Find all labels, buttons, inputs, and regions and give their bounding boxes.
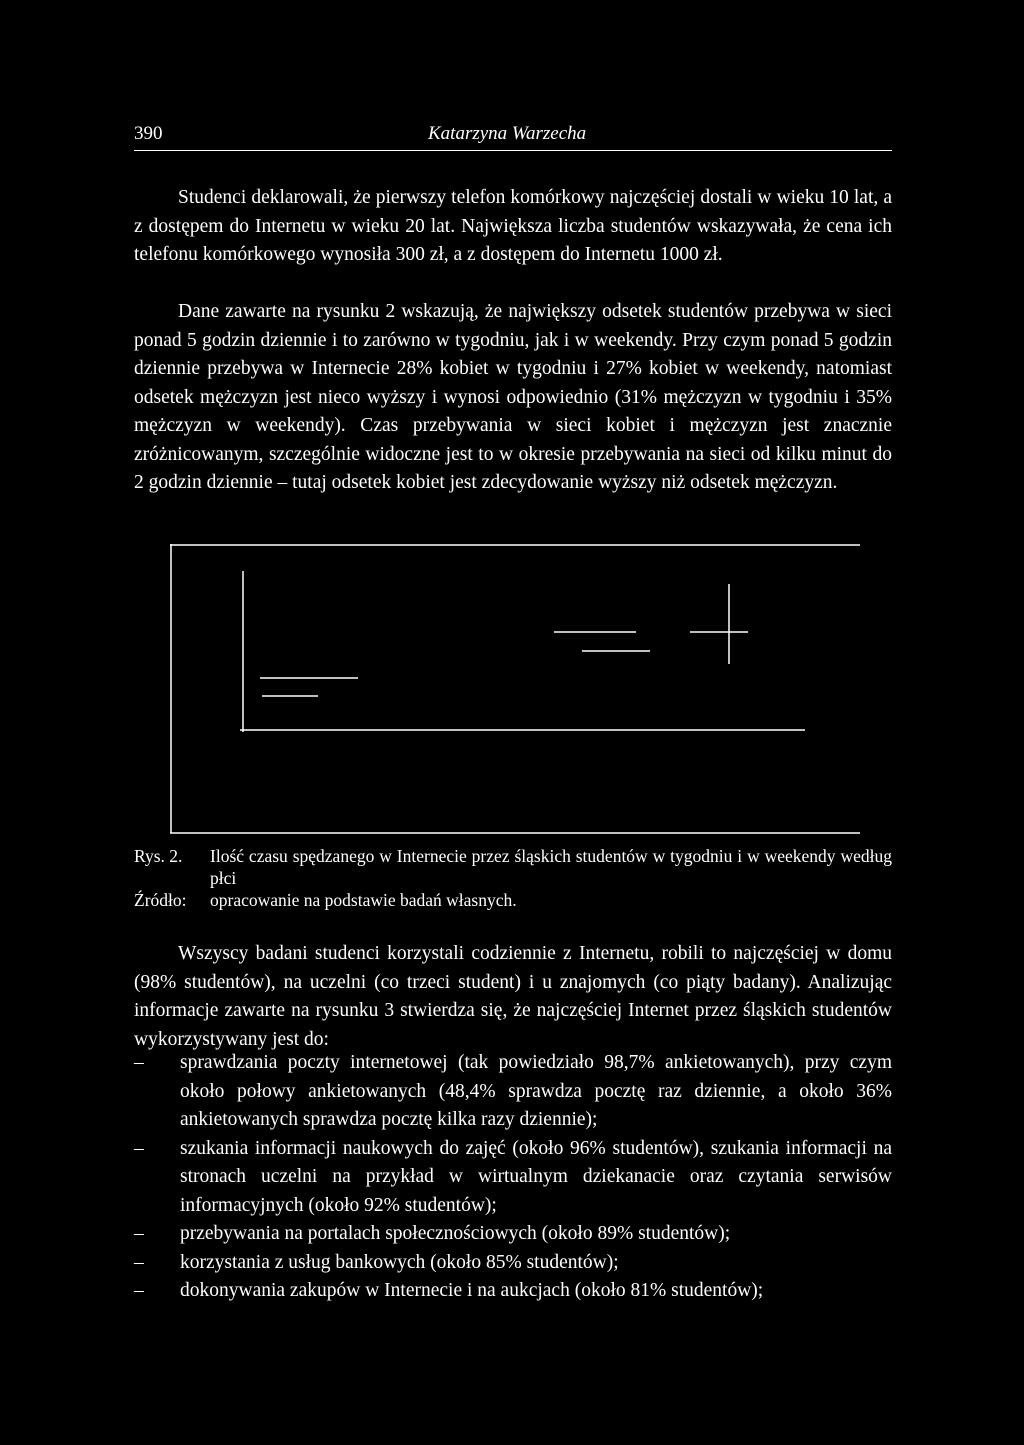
paragraph-1 xyxy=(134,184,892,270)
paragraph-3-text: Wszyscy badani studenci korzystali codziennie z Internetu, robili to najczęściej w domu (98% studentów), na uczelni (co trzeci student) i u znajomych (co piąty badany). Analizując informacje zawarte na rysunku 3 stwierdza się, że najczęściej Internet przez śląskich studentów wykorzystywany jest do: xyxy=(134,943,892,1050)
paragraph-2 xyxy=(134,298,892,498)
list-item-text: sprawdzania poczty internetowej (tak powiedziało 98,7% ankietowanych), przy czym około połowy ankietowanych (48,4% sprawdza pocztę raz dziennie, a około 36% ankietowanych sprawdza pocztę kilka razy dziennie); xyxy=(180,1052,892,1130)
list-item xyxy=(134,1135,892,1221)
caption-figure-label: Rys. 2. xyxy=(134,846,183,866)
figure-2 xyxy=(170,544,860,834)
caption-source-text: opracowanie na podstawie badań własnych. xyxy=(210,890,517,910)
caption-figure-row xyxy=(134,845,892,889)
list-item-text: dokonywania zakupów w Internecie i na aukcjach (około 81% studentów); xyxy=(180,1280,764,1301)
paragraph-1-text: Studenci deklarowali, że pierwszy telefon komórkowy najczęściej dostali w wieku 10 lat, a z dostępem do Internetu w wieku 20 lat. Największa liczba studentów wskazywała, że cena ich telefonu komórkowego wynosiła 300 zł, a z dostępem do Internetu 1000 zł. xyxy=(134,187,892,265)
list-dash: – xyxy=(134,1251,144,1273)
list-item xyxy=(134,1277,892,1306)
figure-2-image xyxy=(170,544,860,834)
list-dash: – xyxy=(134,1052,144,1073)
caption-source-row xyxy=(134,889,892,911)
list-item xyxy=(134,1049,892,1135)
caption-source-label: Źródło: xyxy=(134,890,187,910)
paragraph-3 xyxy=(134,940,892,1054)
list-item xyxy=(134,1220,892,1249)
list-dash: – xyxy=(134,1137,144,1159)
list-dash: – xyxy=(134,1223,144,1244)
header-rule xyxy=(134,150,892,151)
list-dash: – xyxy=(134,1280,144,1301)
figure-caption xyxy=(134,845,892,911)
list-item-text: szukania informacji naukowych do zajęć (około 96% studentów), szukania informacji na stronach uczelni na przykład w wirtualnym dziekanacie oraz czytania serwisów informacyjnych (około 92% studentów); xyxy=(180,1137,892,1216)
list-item-text: przebywania na portalach społecznościowych (około 89% studentów); xyxy=(180,1223,731,1244)
running-author: Katarzyna Warzecha xyxy=(428,123,587,144)
list-item xyxy=(134,1249,892,1278)
paragraph-2-text: Dane zawarte na rysunku 2 wskazują, że największy odsetek studentów przebywa w sieci ponad 5 godzin dziennie i to zarówno w tygodniu, jak i w weekendy. Przy czym ponad 5 godzin dziennie przebywa w Internecie 28% kobiet w tygodniu i 27% kobiet w weekendy, natomiast odsetek mężczyzn jest nieco wyższy i wynosi odpowiednio (31% mężczyzn w tygodniu i 35% mężczyzn w weekendy). Czas przebywania w sieci kobiet i mężczyzn jest znacznie zróżnicowanym, szczególnie widoczne jest to w okresie przebywania na sieci od kilku minut do 2 godzin dziennie – tutaj odsetek kobiet jest zdecydowanie wyższy niż odsetek mężczyzn. xyxy=(134,301,892,493)
usage-list xyxy=(134,1049,892,1306)
page-number: 390 xyxy=(134,123,163,144)
caption-figure-text: Ilość czasu spędzanego w Internecie przez śląskich studentów w tygodniu i w weekendy według płci xyxy=(210,846,892,888)
list-item-text: korzystania z usług bankowych (około 85% studentów); xyxy=(180,1251,619,1273)
